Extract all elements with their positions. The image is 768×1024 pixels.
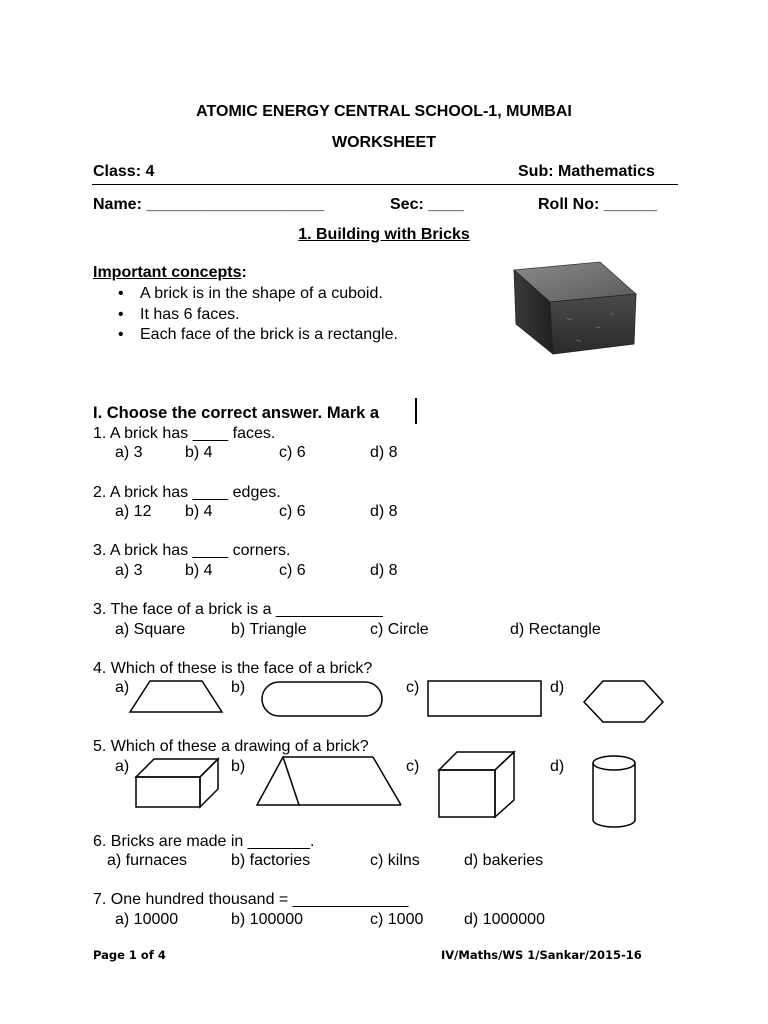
option-c[interactable]: c) 6 bbox=[279, 562, 306, 579]
option-d[interactable]: d) bakeries bbox=[464, 852, 544, 869]
option-d[interactable]: d) 1000000 bbox=[464, 911, 545, 928]
option-c[interactable]: c) kilns bbox=[370, 852, 420, 869]
question-2: 2. A brick has ____ edges. bbox=[93, 484, 281, 501]
document-code: IV/Maths/WS 1/Sankar/2015-16 bbox=[441, 948, 642, 962]
question-5: 4. Which of these is the face of a brick? bbox=[93, 660, 373, 677]
option-d[interactable]: d) 8 bbox=[370, 503, 398, 520]
option-b[interactable]: b) 4 bbox=[185, 562, 213, 579]
question-3: 3. A brick has ____ corners. bbox=[93, 542, 291, 559]
lesson-title: 1. Building with Bricks bbox=[298, 226, 470, 243]
option-a[interactable]: a) 3 bbox=[115, 562, 143, 579]
option-a[interactable]: a) bbox=[115, 758, 130, 775]
concepts-list bbox=[116, 284, 398, 346]
hexagon-shape[interactable] bbox=[583, 680, 665, 724]
option-c[interactable]: c) 1000 bbox=[370, 911, 424, 928]
concepts-heading bbox=[93, 264, 247, 282]
name-field: Name: ____________________ bbox=[93, 196, 325, 213]
tick-mark-placeholder bbox=[415, 398, 417, 424]
brick-photo bbox=[506, 258, 638, 362]
concept-item: • It has 6 faces. bbox=[116, 305, 398, 326]
option-b[interactable]: b) factories bbox=[231, 852, 311, 869]
option-b[interactable]: b) Triangle bbox=[231, 621, 307, 638]
option-d[interactable]: d) 8 bbox=[370, 562, 398, 579]
concept-item: • Each face of the brick is a rectangle. bbox=[116, 325, 398, 346]
option-c[interactable]: c) bbox=[406, 758, 420, 775]
option-d[interactable]: d) bbox=[550, 679, 565, 696]
option-d[interactable]: d) 8 bbox=[370, 444, 398, 461]
question-8: 7. One hundred thousand = _____________ bbox=[93, 891, 409, 908]
header-rule bbox=[92, 184, 678, 185]
question-7: 6. Bricks are made in _______. bbox=[93, 833, 315, 850]
question-4: 3. The face of a brick is a ____________ bbox=[93, 601, 383, 618]
option-b[interactable]: b) 4 bbox=[185, 503, 213, 520]
option-a[interactable]: a) Square bbox=[115, 621, 186, 638]
option-b[interactable]: b) 100000 bbox=[231, 911, 304, 928]
cube-drawing[interactable] bbox=[437, 750, 517, 820]
class-label: Class: 4 bbox=[93, 163, 155, 180]
option-c[interactable]: c) bbox=[406, 679, 420, 696]
roll-number-field: Roll No: ______ bbox=[538, 196, 658, 213]
question-6: 5. Which of these a drawing of a brick? bbox=[93, 738, 369, 755]
option-c[interactable]: c) 6 bbox=[279, 503, 306, 520]
trapezoid-shape[interactable] bbox=[128, 680, 224, 714]
option-c[interactable]: c) Circle bbox=[370, 621, 429, 638]
question-1: 1. A brick has ____ faces. bbox=[93, 425, 276, 442]
cylinder-drawing[interactable] bbox=[590, 754, 638, 830]
section-1-title: I. Choose the correct answer. Mark a bbox=[93, 404, 380, 422]
section-field: Sec: ____ bbox=[390, 196, 464, 213]
concepts-heading-text: Important concepts bbox=[93, 264, 242, 281]
option-b[interactable]: b) 4 bbox=[185, 444, 213, 461]
subject-label: Sub: Mathematics bbox=[518, 163, 655, 180]
option-b[interactable]: b) bbox=[231, 758, 246, 775]
option-a[interactable]: a) 3 bbox=[115, 444, 143, 461]
option-d[interactable]: d) Rectangle bbox=[510, 621, 601, 638]
page-number: Page 1 of 4 bbox=[93, 948, 166, 962]
rectangle-shape[interactable] bbox=[427, 680, 543, 718]
option-b[interactable]: b) bbox=[231, 679, 246, 696]
option-a[interactable]: a) bbox=[115, 679, 130, 696]
rounded-rectangle-shape[interactable] bbox=[261, 681, 383, 717]
option-a[interactable]: a) 12 bbox=[115, 503, 152, 520]
worksheet-title: WORKSHEET bbox=[332, 134, 436, 151]
option-c[interactable]: c) 6 bbox=[279, 444, 306, 461]
prism-drawing[interactable] bbox=[255, 755, 405, 807]
option-a[interactable]: a) 10000 bbox=[115, 911, 179, 928]
option-a[interactable]: a) furnaces bbox=[107, 852, 188, 869]
concepts-heading-colon: : bbox=[241, 264, 247, 281]
concept-item: • A brick is in the shape of a cuboid. bbox=[116, 284, 398, 305]
cuboid-drawing[interactable] bbox=[134, 757, 220, 809]
option-d[interactable]: d) bbox=[550, 758, 565, 775]
school-name: ATOMIC ENERGY CENTRAL SCHOOL-1, MUMBAI bbox=[196, 103, 572, 120]
